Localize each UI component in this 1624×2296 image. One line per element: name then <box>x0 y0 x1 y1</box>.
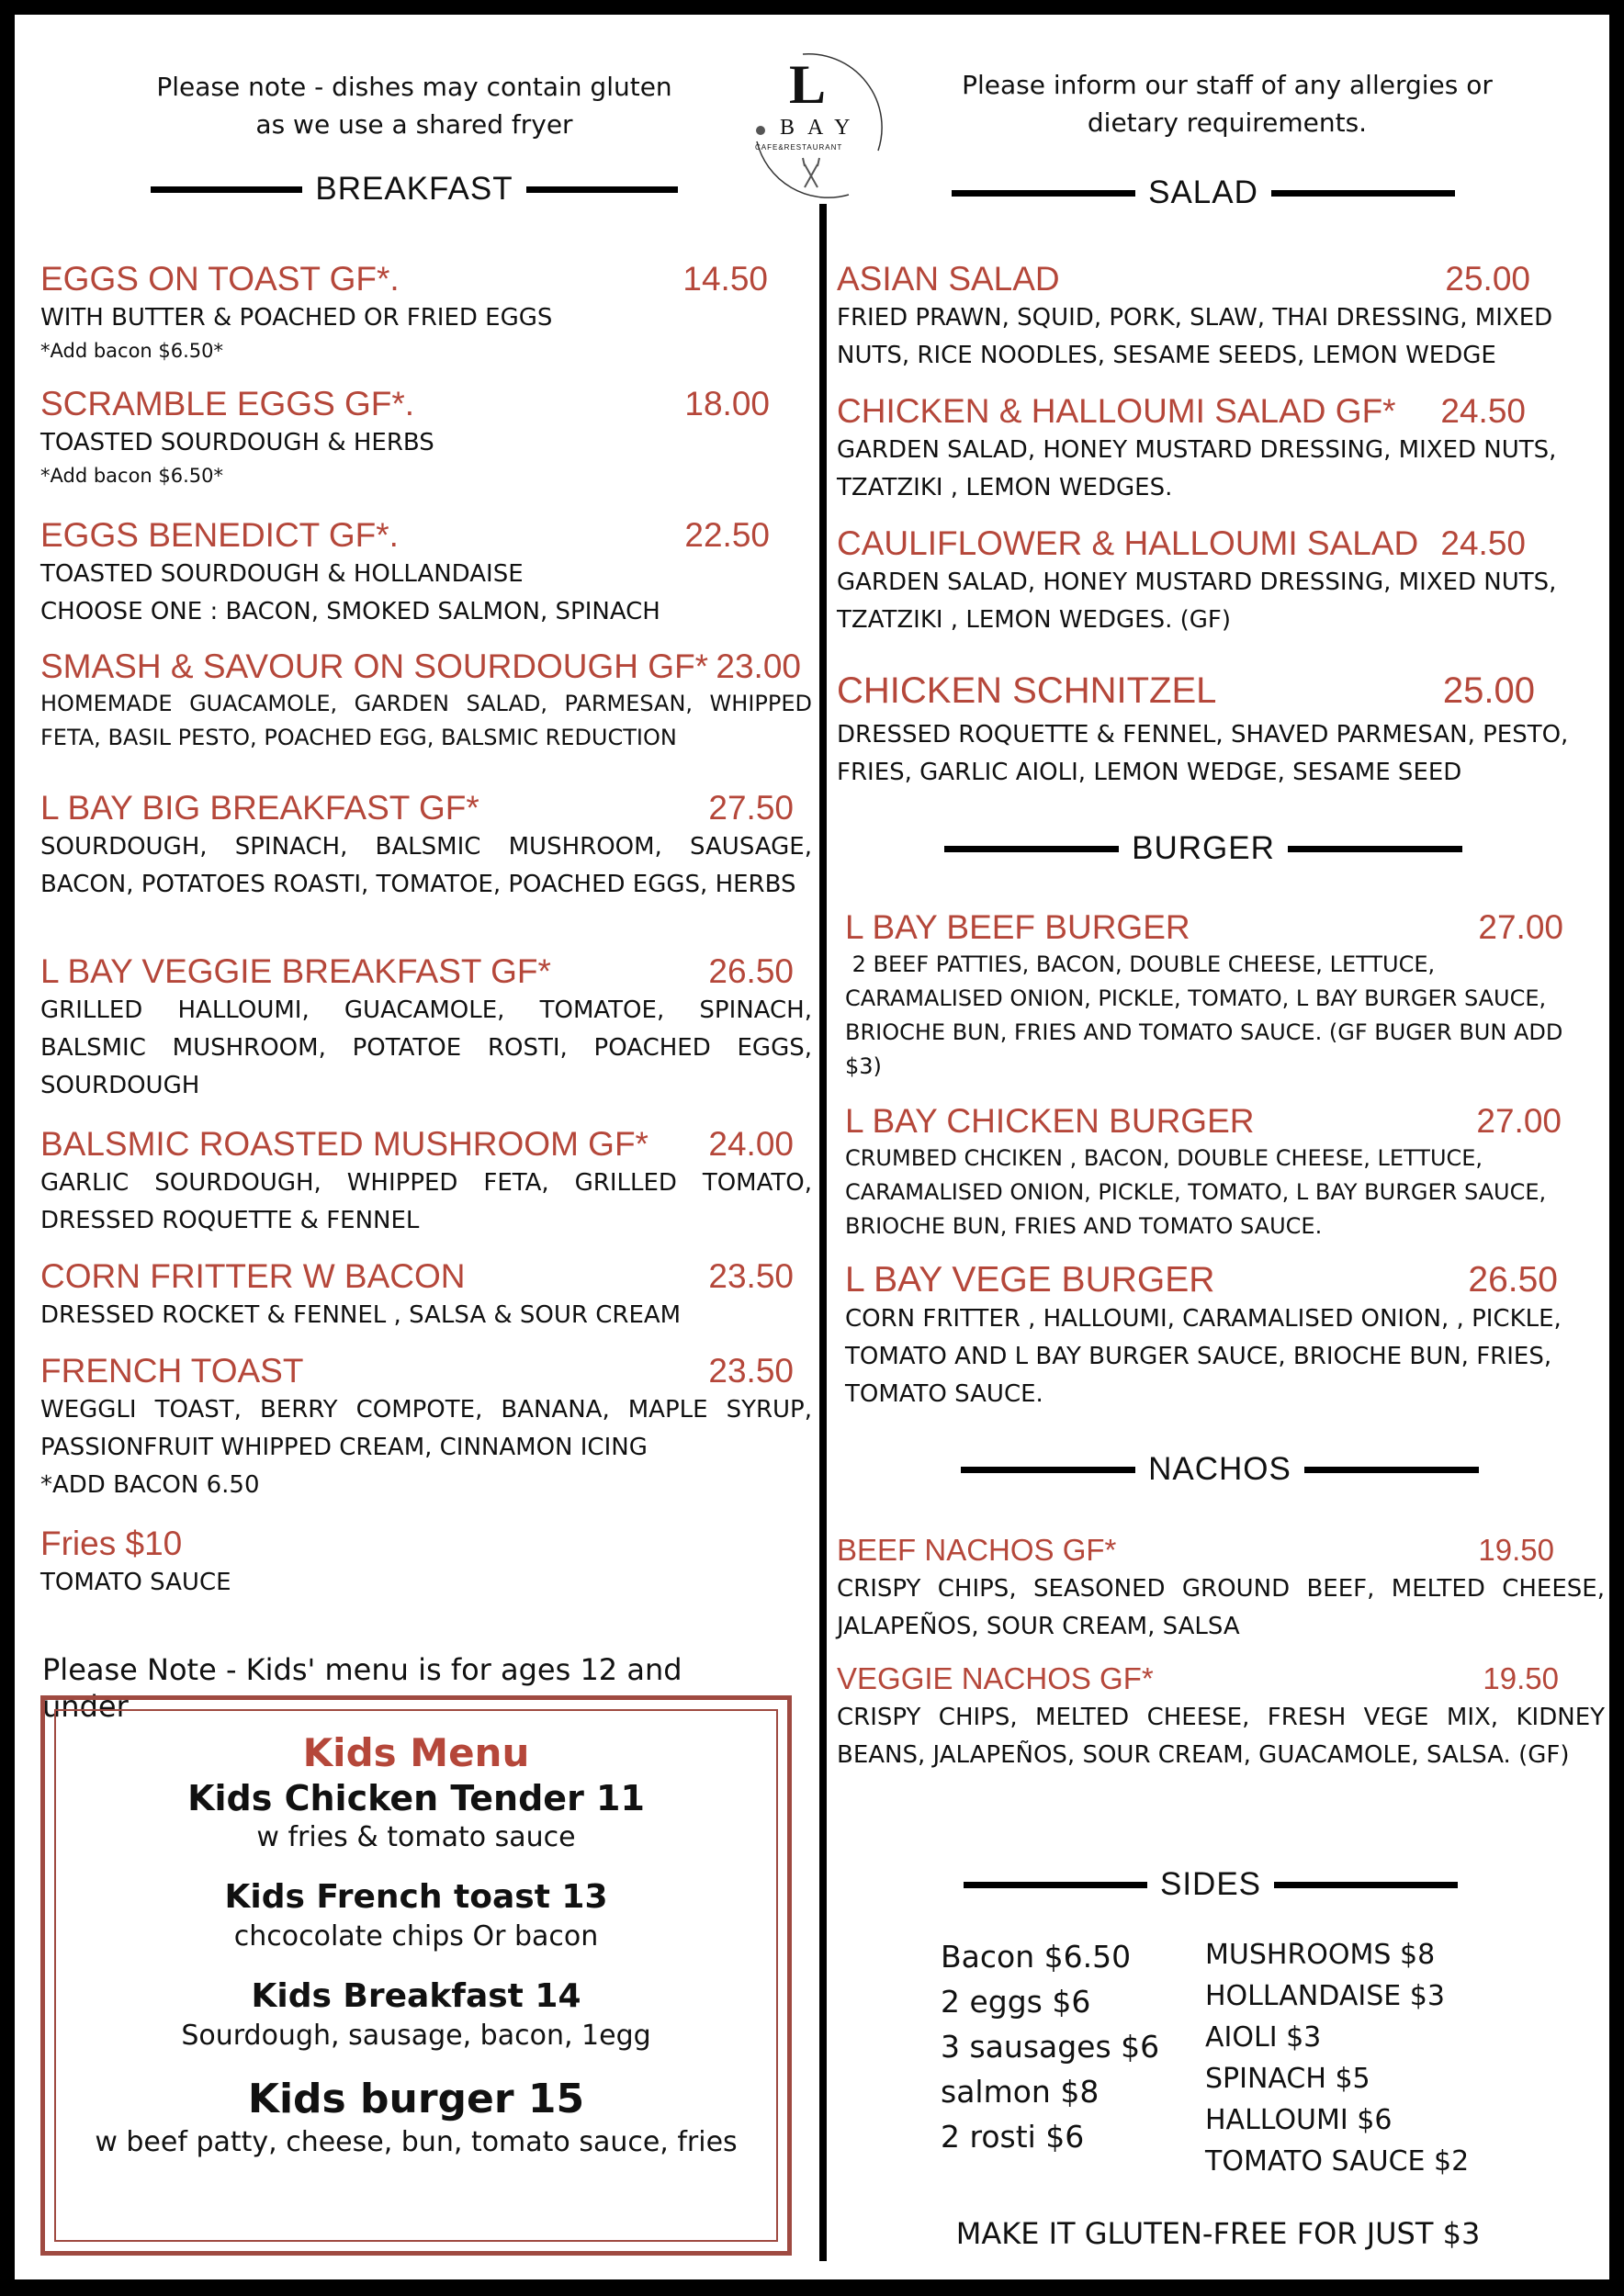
heading-line <box>964 1882 1147 1888</box>
item-price: 24.50 <box>1440 524 1526 562</box>
sides-title: SIDES <box>1159 1866 1262 1902</box>
heading-line <box>1274 1882 1458 1888</box>
item-name: L BAY BEEF BURGER <box>845 908 1190 946</box>
item-name: CORN FRITTER W BACON <box>40 1257 466 1295</box>
heading-line <box>952 190 1135 197</box>
menu-item <box>40 1351 812 1504</box>
salad-title: SALAD <box>1148 174 1258 210</box>
item-price: 27.50 <box>708 789 794 827</box>
kids-item-name: Kids Chicken Tender 11 <box>187 1778 645 1818</box>
side-item: 3 sausages $6 <box>941 2029 1160 2065</box>
menu-item <box>40 1524 812 1602</box>
kids-item-desc: Sourdough, sausage, bacon, 1egg <box>181 2020 651 2052</box>
kids-menu-inner <box>54 1709 778 2242</box>
item-price: 23.00 <box>716 647 801 685</box>
item-description: GARDEN SALAD, HONEY MUSTARD DRESSING, MIXED NUTS, TZATZIKI , LEMON WEDGES. (GF) <box>837 568 1557 634</box>
item-description: DRESSED ROCKET & FENNEL , SALSA & SOUR CREAM <box>40 1301 682 1329</box>
heading-line <box>961 1467 1135 1473</box>
menu-item <box>837 1659 1605 1774</box>
item-description: GARDEN SALAD, HONEY MUSTARD DRESSING, MIXED NUTS, TZATZIKI , LEMON WEDGES. <box>837 436 1557 501</box>
logo-letter: L <box>789 54 827 115</box>
kids-menu-title: Kids Menu <box>302 1730 530 1775</box>
logo-name: BAY <box>780 116 863 140</box>
item-name: CAULIFLOWER & HALLOUMI SALAD <box>837 524 1419 562</box>
menu-item <box>837 1530 1605 1646</box>
item-description: HOMEMADE GUACAMOLE, GARDEN SALAD, PARMESAN, WHIPPED FETA, BASIL PESTO, POACHED EGG, BALSMIC REDUCTION <box>40 691 812 750</box>
menu-item <box>837 670 1590 792</box>
item-name: BEEF NACHOS GF* <box>837 1533 1117 1567</box>
item-description: TOASTED SOURDOUGH & HOLLANDAISE CHOOSE ONE : BACON, SMOKED SALMON, SPINACH <box>40 560 660 625</box>
menu-item <box>845 1260 1580 1413</box>
nachos-title: NACHOS <box>1148 1451 1291 1487</box>
section-heading-nachos <box>953 1451 1486 1488</box>
heading-line <box>944 846 1119 852</box>
kids-age-note: Please Note - Kids' menu is for ages 12 and under <box>42 1652 682 1724</box>
heading-line <box>1304 1467 1479 1473</box>
kids-item-name: Kids French toast 13 <box>224 1878 608 1916</box>
item-price: 22.50 <box>684 516 770 554</box>
item-extra: *Add bacon $6.50* <box>40 340 224 362</box>
menu-item <box>40 515 794 631</box>
item-description: 2 BEEF PATTIES, BACON, DOUBLE CHEESE, LETTUCE, CARAMALISED ONION, PICKLE, TOMATO, L BAY BURGER SAUCE, BRIOCHE BUN, FRIES AND TOMATO SAUCE. (GF BUGER BUN ADD $3) <box>845 951 1570 1079</box>
kids-item-desc: chcocolate chips Or bacon <box>233 1920 599 1953</box>
heading-line <box>1288 846 1462 852</box>
item-description: SOURDOUGH, SPINACH, BALSMIC MUSHROOM, SAUSAGE, BACON, POTATOES ROASTI, TOMATOE, POACHED EGGS, HERBS <box>40 833 812 898</box>
menu-item <box>40 1256 812 1334</box>
item-name: CHICKEN & HALLOUMI SALAD GF* <box>837 392 1396 430</box>
menu-item <box>845 907 1580 1084</box>
logo-tagline: CAFE&RESTAURANT <box>755 143 843 152</box>
item-name: SMASH & SAVOUR ON SOURDOUGH GF* <box>40 647 709 685</box>
item-description: WITH BUTTER & POACHED OR FRIED EGGS <box>40 304 553 332</box>
item-name: ASIAN SALAD <box>837 260 1060 298</box>
menu-item <box>837 259 1590 375</box>
item-description: GRILLED HALLOUMI, GUACAMOLE, TOMATOE, SPINACH, BALSMIC MUSHROOM, POTATOE ROSTI, POACHED EGGS, SOURDOUGH <box>40 996 812 1099</box>
heading-line <box>1271 190 1455 197</box>
item-description: CORN FRITTER , HALLOUMI, CARAMALISED ONION, , PICKLE, TOMATO AND L BAY BURGER SAUCE, BRIOCHE BUN, FRIES, TOMATO SAUCE. <box>845 1305 1562 1408</box>
item-price: 23.50 <box>708 1257 794 1295</box>
kids-item-name: Kids burger 15 <box>247 2076 585 2122</box>
side-item: HOLLANDAISE $3 <box>1205 1980 1445 2012</box>
section-heading-sides <box>944 1866 1477 1903</box>
item-name: EGGS BENEDICT GF*. <box>40 516 399 554</box>
item-name: EGGS ON TOAST GF*. <box>40 260 400 298</box>
item-price: 27.00 <box>1478 908 1563 946</box>
item-name: SCRAMBLE EGGS GF*. <box>40 385 415 422</box>
side-item: SPINACH $5 <box>1205 2063 1370 2095</box>
item-description: CRISPY CHIPS, SEASONED GROUND BEEF, MELTED CHEESE, JALAPEÑOS, SOUR CREAM, SALSA <box>837 1575 1605 1640</box>
item-description: WEGGLI TOAST, BERRY COMPOTE, BANANA, MAPLE SYRUP, PASSIONFRUIT WHIPPED CREAM, CINNAMON ICING *ADD BACON 6.50 <box>40 1396 812 1499</box>
item-price: 24.50 <box>1440 392 1526 430</box>
heading-line <box>151 186 302 193</box>
item-description: TOMATO SAUCE <box>40 1569 231 1596</box>
item-name: BALSMIC ROASTED MUSHROOM GF* <box>40 1125 648 1163</box>
item-name: Fries $10 <box>40 1525 183 1562</box>
side-item: Bacon $6.50 <box>941 1939 1132 1975</box>
item-description: CRUMBED CHCIKEN , BACON, DOUBLE CHEESE, LETTUCE, CARAMALISED ONION, PICKLE, TOMATO, L BAY BURGER SAUCE, BRIOCHE BUN, FRIES AND TOMATO SAUCE. <box>845 1145 1547 1239</box>
item-name: L BAY BIG BREAKFAST GF* <box>40 789 479 827</box>
side-item: HALLOUMI $6 <box>1205 2104 1393 2136</box>
breakfast-title: BREAKFAST <box>315 171 513 207</box>
item-price: 24.00 <box>708 1125 794 1163</box>
item-price: 19.50 <box>1483 1661 1559 1695</box>
item-price: 19.50 <box>1478 1533 1554 1567</box>
side-item: AIOLI $3 <box>1205 2021 1322 2054</box>
gluten-free-note: MAKE IT GLUTEN-FREE FOR JUST $3 <box>955 2216 1481 2251</box>
kids-item-name: Kids Breakfast 14 <box>251 1977 581 2015</box>
item-description: GARLIC SOURDOUGH, WHIPPED FETA, GRILLED TOMATO, DRESSED ROQUETTE & FENNEL <box>40 1169 812 1234</box>
item-name: L BAY CHICKEN BURGER <box>845 1102 1255 1140</box>
item-name: L BAY VEGE BURGER <box>845 1260 1215 1300</box>
kids-menu-box <box>40 1695 792 2256</box>
item-name: CHICKEN SCHNITZEL <box>837 670 1217 711</box>
heading-line <box>526 186 678 193</box>
item-price: 25.00 <box>1445 260 1530 298</box>
item-price: 14.50 <box>682 260 768 298</box>
item-extra: *Add bacon $6.50* <box>40 465 224 487</box>
item-price: 26.50 <box>1468 1260 1558 1300</box>
item-price: 27.00 <box>1476 1102 1562 1140</box>
section-heading-burger <box>937 830 1470 867</box>
section-heading-salad <box>937 174 1470 211</box>
item-price: 18.00 <box>684 385 770 422</box>
menu-item <box>40 788 812 904</box>
side-item: salmon $8 <box>941 2074 1100 2110</box>
item-description: DRESSED ROQUETTE & FENNEL, SHAVED PARMESAN, PESTO, FRIES, GARLIC AIOLI, LEMON WEDGE, SESAME SEED <box>837 721 1569 786</box>
item-price: 23.50 <box>708 1352 794 1390</box>
item-description: FRIED PRAWN, SQUID, PORK, SLAW, THAI DRESSING, MIXED NUTS, RICE NOODLES, SESAME SEEDS, LEMON WEDGE <box>837 304 1553 369</box>
side-item: 2 rosti $6 <box>941 2119 1085 2155</box>
item-name: L BAY VEGGIE BREAKFAST GF* <box>40 952 551 990</box>
burger-title: BURGER <box>1132 830 1275 866</box>
item-description: CRISPY CHIPS, MELTED CHEESE, FRESH VEGE MIX, KIDNEY BEANS, JALAPEÑOS, SOUR CREAM, GUACAMOLE, SALSA. (GF) <box>837 1704 1605 1769</box>
side-item: TOMATO SAUCE $2 <box>1205 2145 1470 2178</box>
kids-item-desc: w fries & tomato sauce <box>256 1821 576 1853</box>
side-item: 2 eggs $6 <box>941 1984 1091 2020</box>
menu-item <box>837 391 1590 507</box>
allergy-note: Please inform our staff of any allergies or dietary requirements. <box>962 70 1493 138</box>
item-price: 26.50 <box>708 952 794 990</box>
kids-item-desc: w beef patty, cheese, bun, tomato sauce, fries <box>95 2126 738 2158</box>
menu-item <box>40 384 794 490</box>
sides-list-left <box>941 1934 1179 2159</box>
item-price: 25.00 <box>1442 670 1535 711</box>
menu-item <box>845 1101 1580 1244</box>
section-heading-breakfast <box>143 171 685 208</box>
menu-sheet <box>15 15 1609 2279</box>
menu-item <box>40 259 794 365</box>
menu-item <box>40 647 812 755</box>
item-name: FRENCH TOAST <box>40 1352 304 1390</box>
menu-item <box>40 1124 812 1240</box>
menu-item <box>40 951 812 1105</box>
menu-item <box>837 523 1590 639</box>
column-divider <box>819 204 827 2261</box>
gluten-note: Please note - dishes may contain gluten as we use a shared fryer <box>156 72 672 140</box>
item-name: VEGGIE NACHOS GF* <box>837 1661 1154 1695</box>
side-item: MUSHROOMS $8 <box>1205 1939 1436 1971</box>
item-description: TOASTED SOURDOUGH & HERBS <box>40 429 434 456</box>
logo <box>739 40 904 206</box>
sides-list-right <box>1205 1934 1499 2182</box>
